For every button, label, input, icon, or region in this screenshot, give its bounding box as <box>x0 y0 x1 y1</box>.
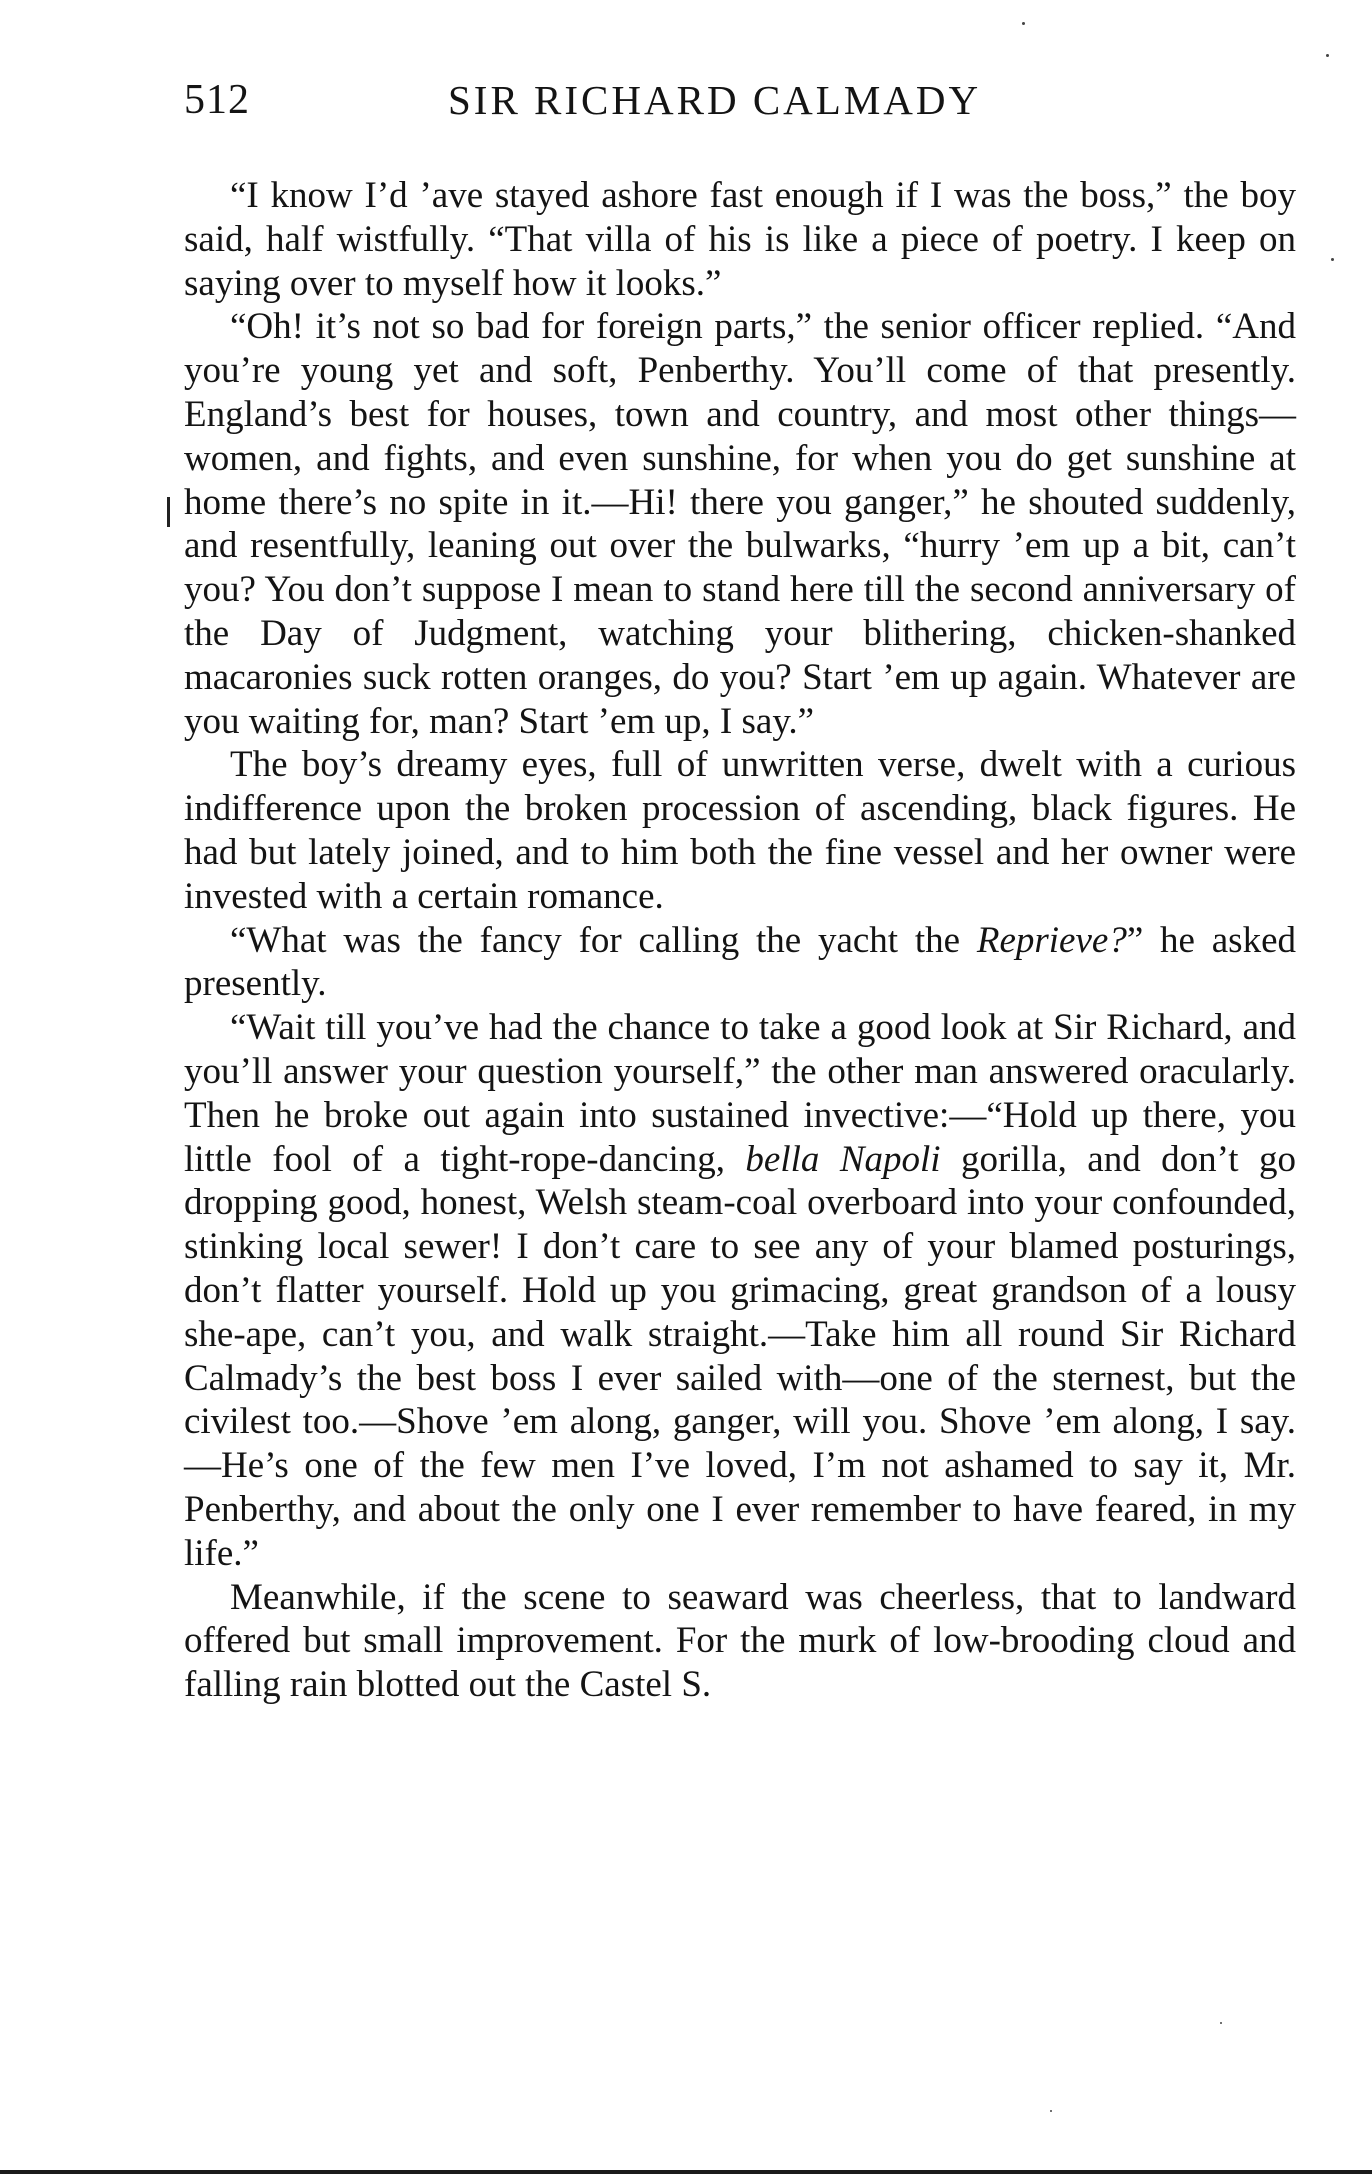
paper-speck <box>1022 22 1025 25</box>
page-header <box>184 76 1294 136</box>
paper-speck <box>1220 2022 1222 2024</box>
paragraph: “Oh! it’s not so bad for foreign parts,” the senior officer replied. “And you’re young yet and soft, Penberthy. You’ll come of that presently. England’s best for houses, town and country, and most other things—women, and fights, and even sunshine, for when you do get sunshine at home there’s no spite in it.—Hi! there you ganger,” he shouted suddenly, and resentfully, leaning out over the bulwarks, “hurry ’em up a bit, can’t you? You don’t suppose I mean to stand here till the second anniversary of the Day of Judgment, watching your blithering, chicken-shanked macaronies suck rotten oranges, do you? Start ’em up again. Whatever are you waiting for, man? Start ’em up, I say.” <box>184 306 1296 742</box>
paragraph: “Wait till you’ve had the chance to take a good look at Sir Richard, and you’ll answer your question yourself,” the other man answered oracularly. Then he broke out again into sustained invective:—“Hold up there, you little fool of a tight-rope-dancing, bella Napoli gorilla, and don’t go dropping good, honest, Welsh steam-coal overboard into your confounded, stinking local sewer! I don’t care to see any of your blamed posturings, don’t flatter yourself. Hold up you grimacing, great grandson of a lousy she-ape, can’t you, and walk straight.—Take him all round Sir Richard Calmady’s the best boss I ever sailed with—one of the sternest, but the civilest too.—Shove ’em along, ganger, will you. Shove ’em along, I say.—He’s one of the few men I’ve loved, I’m not ashamed to say it, Mr. Penberthy, and about the only one I ever remember to have feared, in my life.” <box>184 1007 1296 1574</box>
margin-mark <box>167 497 170 527</box>
italic-phrase: bella Napoli <box>745 1138 941 1180</box>
paragraph: The boy’s dreamy eyes, full of unwritten verse, dwelt with a curious indifference upon the broken procession of ascending, black figures. He had but lately joined, and to him both the fine vessel and her owner were invested with a certain romance. <box>184 744 1296 917</box>
bottom-edge <box>0 2170 1372 2174</box>
paragraph: Meanwhile, if the scene to seaward was cheerless, that to landward offered but small improvement. For the murk of low-brooding cloud and falling rain blotted out the Castel S. <box>184 1576 1296 1706</box>
paper-speck <box>1326 54 1329 57</box>
paragraph: “What was the fancy for calling the yacht the Reprieve?” he asked presently. <box>184 919 1296 1005</box>
paper-speck <box>1331 258 1334 261</box>
italic-ship-name: Reprieve? <box>976 919 1127 961</box>
body-text <box>184 174 1296 1707</box>
running-title: SIR RICHARD CALMADY <box>448 77 982 123</box>
paragraph: “I know I’d ’ave stayed ashore fast enough if I was the boss,” the boy said, half wistfully. “That villa of his is like a piece of poetry. I keep on saying over to myself how it looks.” <box>184 175 1296 304</box>
page-number: 512 <box>184 77 250 123</box>
paper-speck <box>1050 2110 1052 2112</box>
